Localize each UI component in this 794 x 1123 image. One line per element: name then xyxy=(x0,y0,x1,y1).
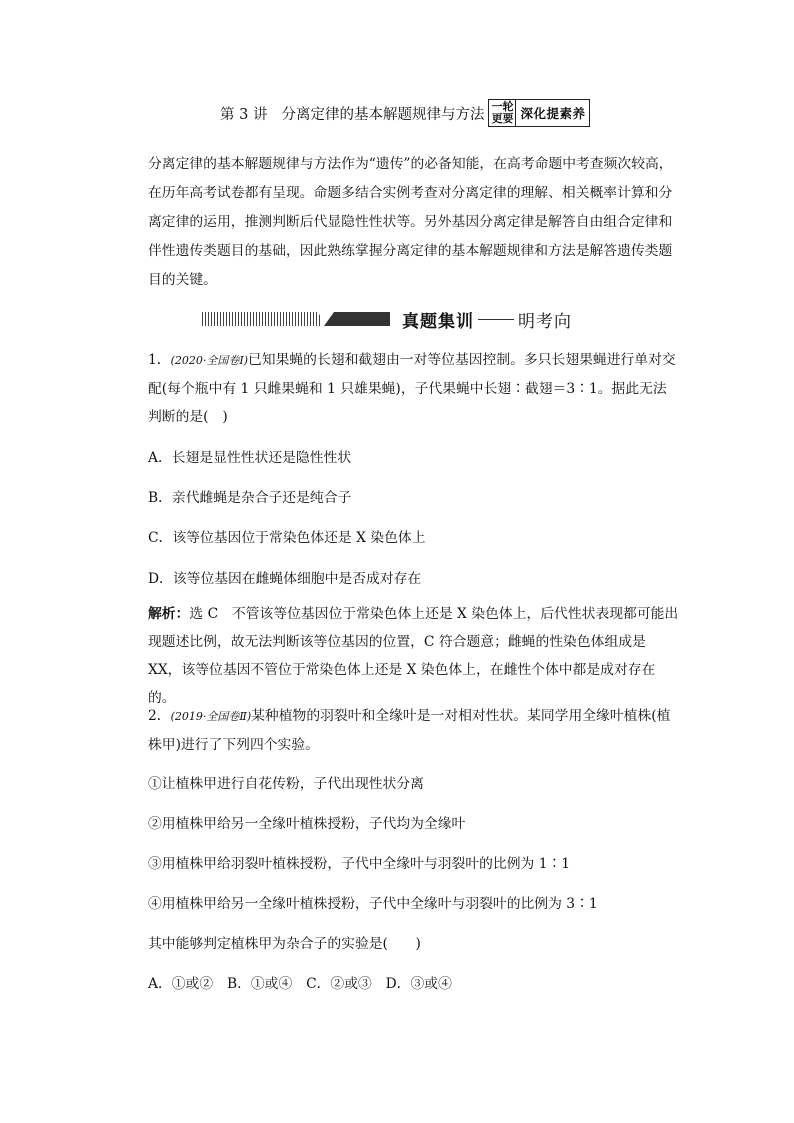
experiment-3: ③用植株甲给羽裂叶植株授粉，子代中全缘叶与羽裂叶的比例为 1∶1 xyxy=(148,856,571,872)
question-2-source: (2019·全国卷Ⅱ) xyxy=(170,710,252,723)
badge-main: 深化提素养 xyxy=(520,106,586,121)
lecture-title xyxy=(220,98,590,128)
section-dash xyxy=(478,319,514,320)
hatch-decoration xyxy=(202,312,322,326)
section-title: 真题集训 xyxy=(402,311,474,332)
question-2-text: 某种植物的羽裂叶和全缘叶是一对相对性状。某同学用全缘叶植株(植株甲)进行了下列四个实验。 xyxy=(148,708,671,753)
question-1-stem xyxy=(148,346,680,431)
question-2-number: 2． xyxy=(148,708,171,724)
question-1-option-a: A．长翅是显性性状还是隐性性状 xyxy=(148,450,352,466)
intro-paragraph: 分离定律的基本解题规律与方法作为“遗传”的必备知能，在高考命题中考查频次较高，在历年高考试卷都有呈现。命题多结合实例考查对分离定律的理解、相关概率计算和分离定律的运用，推测判断后代显隐性性状等。另外基因分离定律是解答自由组合定律和伴性遗传类题目的基础，因此熟练掌握分离定律的基本解题规律和方法是解答遗传类题目的关键。 xyxy=(148,156,673,288)
question-1-source: (2020·全国卷Ⅰ) xyxy=(170,354,248,367)
question-2-stem xyxy=(148,702,680,759)
lecture-title-text: 分离定律的基本解题规律与方法 xyxy=(281,106,485,123)
analysis-text: 选 C 不管该等位基因位于常染色体上还是 X 染色体上，后代性状表现都可能出现题述比例，故无法判断该等位基因的位置，C 符合题意；雌蝇的性染色体组成是 XX，该等位基因不管位于常染色体上还是 X 染色体上，在雌性个体中都是成对存在的。 xyxy=(148,606,679,706)
question-2-prompt: 其中能够判定植株甲为杂合子的实验是( ) xyxy=(148,936,421,952)
section-header xyxy=(202,306,602,332)
question-1-number: 1． xyxy=(148,352,171,368)
experiment-1: ①让植株甲进行自花传粉，子代出现性状分离 xyxy=(148,776,424,792)
question-1-option-c: C．该等位基因位于常染色体还是 X 染色体上 xyxy=(148,530,426,546)
badge-top: 一轮 xyxy=(491,100,514,113)
question-1-text: 已知果蝇的长翅和截翅由一对等位基因控制。多只长翅果蝇进行单对交配(每个瓶中有 1 只雌果蝇和 1 只雄果蝇)，子代果蝇中长翅∶截翅＝3∶1。据此无法判断的是( ) xyxy=(148,352,676,425)
question-2-options: A．①或② B．①或④ C．②或③ D．③或④ xyxy=(148,976,452,992)
question-1-option-b: B．亲代雌蝇是杂合子还是纯合子 xyxy=(148,490,352,506)
lecture-number: 第 3 讲 xyxy=(220,106,268,123)
experiment-2: ②用植株甲给另一全缘叶植株授粉，子代均为全缘叶 xyxy=(148,816,466,832)
section-subtitle: 明考向 xyxy=(518,311,572,332)
analysis-label: 解析： xyxy=(148,606,190,622)
question-1-option-d: D．该等位基因在雌蝇体细胞中是否成对存在 xyxy=(148,571,422,587)
slash-decoration xyxy=(324,312,390,326)
review-badge xyxy=(488,99,590,127)
question-1-analysis xyxy=(148,600,680,712)
badge-bottom: 更要 xyxy=(491,112,514,125)
experiment-4: ④用植株甲给另一全缘叶植株授粉，子代中全缘叶与羽裂叶的比例为 3∶1 xyxy=(148,896,598,912)
